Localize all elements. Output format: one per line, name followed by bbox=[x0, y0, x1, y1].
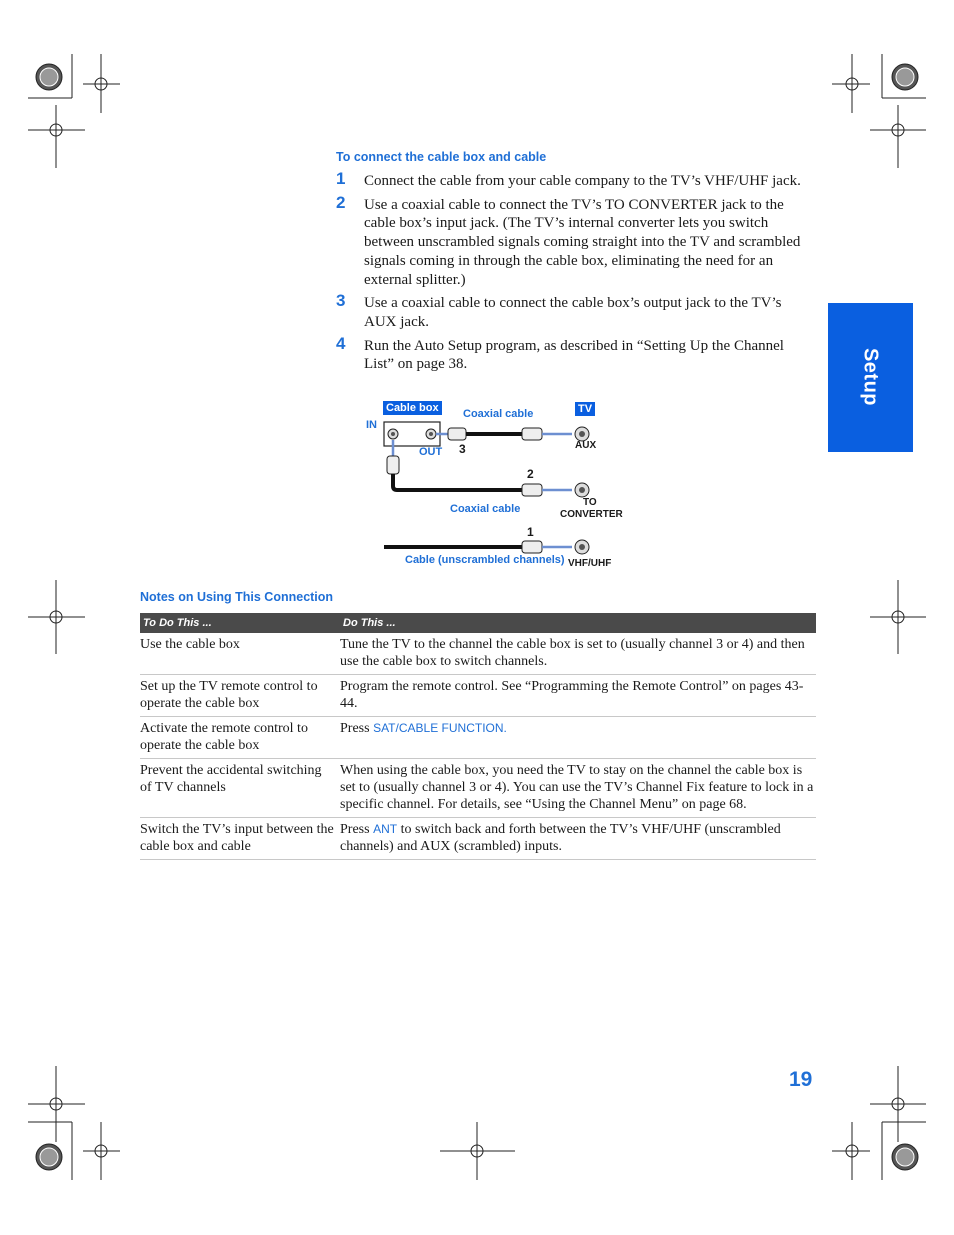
cable-unscrambled-label: Cable (unscrambled channels) bbox=[405, 554, 565, 566]
step-text: Connect the cable from your cable company to the TV’s VHF/UHF jack. bbox=[364, 173, 801, 189]
do-text: to switch back and forth between the TV’s VHF/UHF (unscrambled channels) and AUX (scrambled) inputs. bbox=[340, 822, 781, 854]
connection-diagram bbox=[360, 398, 630, 576]
page-number: 19 bbox=[789, 1068, 813, 1091]
cable-number-3: 3 bbox=[459, 442, 466, 456]
step-number: 2 bbox=[336, 192, 346, 212]
vhf-uhf-label: VHF/UHF bbox=[568, 558, 612, 569]
to-label: TO bbox=[583, 497, 597, 508]
notes-heading: Notes on Using This Connection bbox=[140, 590, 334, 604]
converter-label: CONVERTER bbox=[560, 509, 623, 520]
column-header-todo: To Do This ... bbox=[140, 613, 340, 633]
do-text: Press bbox=[340, 721, 374, 736]
do-cell bbox=[340, 717, 816, 759]
step-text: Use a coaxial cable to connect the TV’s TO CONVERTER jack to the cable box’s input jack. (The TV’s internal converter lets you switch between unscrambled signals coming straight into the TV and scrambled signals coming in through the cable box, eliminating the need for an external splitter.) bbox=[364, 196, 801, 288]
do-cell: Program the remote control. See “Programming the Remote Control” on pages 43-44. bbox=[340, 675, 816, 717]
cable-number-2: 2 bbox=[527, 467, 534, 481]
out-label: OUT bbox=[419, 446, 443, 458]
setup-tab-label: Setup bbox=[859, 347, 882, 407]
step-1 bbox=[336, 169, 816, 191]
table-row bbox=[140, 717, 816, 759]
todo-cell: Prevent the accidental switching of TV channels bbox=[140, 759, 340, 818]
column-header-do: Do This ... bbox=[340, 613, 816, 633]
table-row bbox=[140, 759, 816, 818]
step-number: 4 bbox=[336, 333, 346, 353]
step-list bbox=[336, 169, 816, 379]
do-text: Press bbox=[340, 822, 374, 837]
todo-cell: Use the cable box bbox=[140, 633, 340, 675]
step-text: Run the Auto Setup program, as described in “Setting Up the Channel List” on page 38. bbox=[364, 337, 784, 373]
section-heading: To connect the cable box and cable bbox=[336, 150, 547, 164]
table-row bbox=[140, 818, 816, 860]
do-cell: Tune the TV to the channel the cable box is set to (usually channel 3 or 4) and then use the cable box to switch channels. bbox=[340, 633, 816, 675]
aux-label: AUX bbox=[575, 440, 597, 451]
coaxial-cable-top-label: Coaxial cable bbox=[463, 408, 534, 420]
coaxial-cable-mid-label: Coaxial cable bbox=[450, 503, 521, 515]
step-2 bbox=[336, 192, 816, 290]
ant-button-ref: ANT bbox=[373, 822, 398, 836]
step-4 bbox=[336, 333, 816, 374]
todo-cell: Activate the remote control to operate the cable box bbox=[140, 717, 340, 759]
tv-label: TV bbox=[575, 402, 595, 416]
notes-table bbox=[140, 613, 816, 860]
setup-section-tab bbox=[828, 303, 913, 452]
cable-box-label: Cable box bbox=[383, 401, 442, 415]
step-3 bbox=[336, 291, 816, 331]
step-number: 1 bbox=[336, 169, 346, 188]
step-number: 3 bbox=[336, 291, 346, 311]
table-header-row bbox=[140, 613, 816, 633]
do-cell: When using the cable box, you need the TV to stay on the channel the cable box is set to (usually channel 3 or 4). You can use the TV’s Channel Fix feature to lock in a specific channel. For details, see “Using the Channel Menu” on page 68. bbox=[340, 759, 816, 818]
do-cell bbox=[340, 818, 816, 860]
table-row bbox=[140, 633, 816, 675]
sat-cable-function-button-ref: SAT/CABLE FUNCTION. bbox=[373, 721, 507, 735]
todo-cell: Switch the TV’s input between the cable box and cable bbox=[140, 818, 340, 860]
cable-number-1: 1 bbox=[527, 525, 534, 539]
table-row bbox=[140, 675, 816, 717]
in-label: IN bbox=[366, 419, 377, 431]
todo-cell: Set up the TV remote control to operate the cable box bbox=[140, 675, 340, 717]
step-text: Use a coaxial cable to connect the cable box’s output jack to the TV’s AUX jack. bbox=[364, 295, 782, 330]
